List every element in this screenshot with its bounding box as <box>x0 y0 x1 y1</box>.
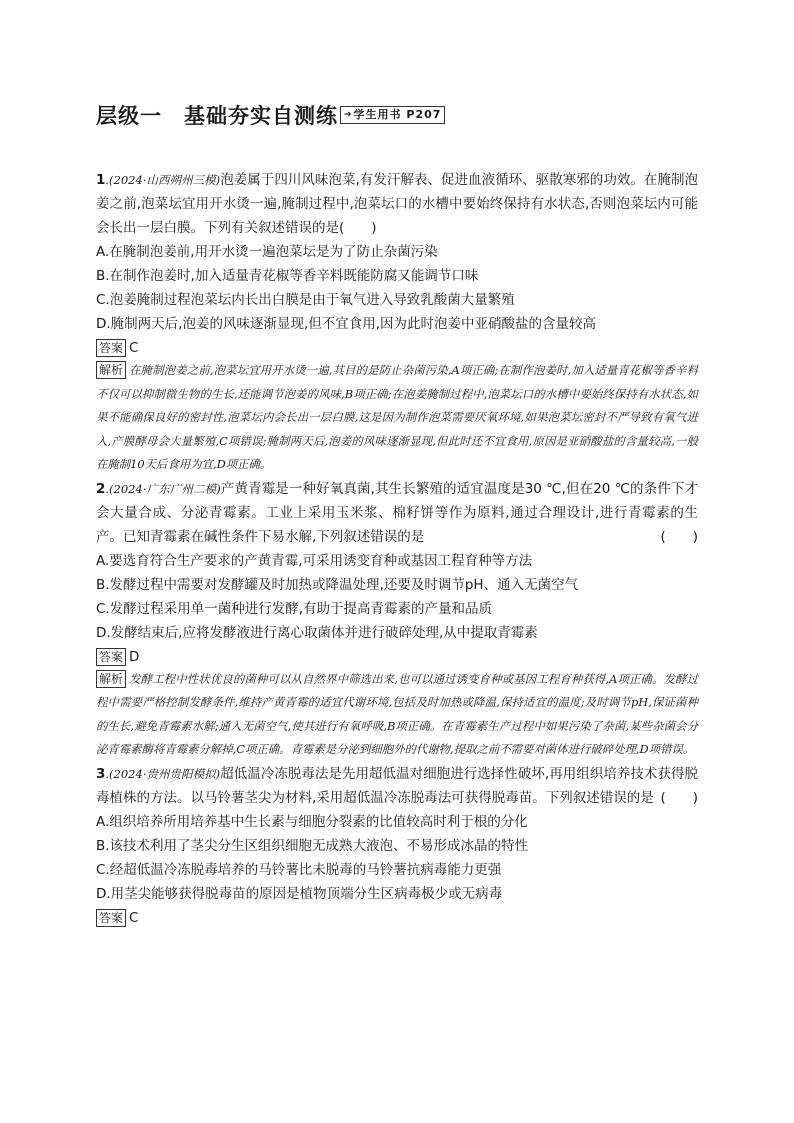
answer-row <box>96 646 698 668</box>
question-number: 3 <box>96 765 106 782</box>
answer-blank: ( ) <box>660 789 698 806</box>
answer-blank: ( ) <box>660 528 698 545</box>
option-c: C.发酵过程采用单一菌种进行发酵,有助于提高青霉素的产量和品质 <box>96 600 493 617</box>
option-b: B.发酵过程中需要对发酵罐及时加热或降温处理,还要及时调节pH、通入无菌空气 <box>96 576 579 593</box>
question-text: 泡姜属于四川风味泡菜,有发汗解表、促进血液循环、驱散寒邪的功效。在腌制泡姜之前,泡菜坛宜用开水烫一遍,腌制过程中,泡菜坛口的水槽中要始终保持有水状态,否则泡菜坛内可能会长出一层白膜。下列有关叙述错误的是( ) <box>96 172 698 236</box>
option-c: C.经超低温冷冻脱毒培养的马铃薯比未脱毒的马铃薯抗病毒能力更强 <box>96 861 502 878</box>
analysis-text: 在腌制泡姜之前,泡菜坛宜用开水烫一遍,其目的是防止杂菌污染,A项正确;在制作泡姜时,加入适量青花椒等香辛料不仅可以抑制微生物的生长,还能调节泡姜的风味,B项正确;在泡姜腌制过程中,泡菜坛口的水槽中要始终保持有水状态,如果不能确保良好的密封性,泡菜坛内会长出一层白膜,这是因为制作泡菜需要厌氧环境,如果泡菜坛密封不严导致有氧气进入,产膜酵母会大量繁殖,C项错误;腌制两天后,泡姜的风味逐渐显现,但此时还不宜食用,原因是亚硝酸盐的含量较高,一般在腌制10天后食用为宜,D项正确。 <box>96 363 698 471</box>
question-list <box>96 168 698 929</box>
question-number: 1 <box>96 172 106 188</box>
option-b: B.在制作泡姜时,加入适量青花椒等香辛料既能防腐又能调节口味 <box>96 268 479 284</box>
question-source: .(2024·广东广州二模) <box>105 481 221 496</box>
option-a: A.在腌制泡姜前,用开水烫一遍泡菜坛是为了防止杂菌污染 <box>96 244 438 260</box>
answer-tag: 答案 <box>96 339 126 357</box>
question-stem <box>96 168 698 240</box>
option-a: A.要选育符合生产要求的产黄青霉,可采用诱变育种或基因工程育种等方法 <box>96 552 533 569</box>
option-d: D.用茎尖能够获得脱毒苗的原因是植物顶端分生区病毒极少或无病毒 <box>96 885 503 902</box>
question-text: 产黄青霉是一种好氧真菌,其生长繁殖的适宜温度是30 ℃,但在20 ℃的条件下才会大量合成、分泌青霉素。工业上采用玉米浆、棉籽饼等作为原料,通过合理设计,进行青霉素的生产。已知青霉素在碱性条件下易水解,下列叙述错误的是 <box>96 480 698 545</box>
answer-tag: 答案 <box>96 909 126 927</box>
question-source: .(2024·山西朔州三模) <box>105 173 221 187</box>
section-heading: 基础夯实自测练 <box>184 104 338 128</box>
option-b: B.该技术利用了茎尖分生区组织细胞无成熟大液泡、不易形成冰晶的特性 <box>96 837 529 854</box>
analysis-tag: 解析 <box>96 361 126 379</box>
analysis-text: 发酵工程中性状优良的菌种可以从自然界中筛选出来,也可以通过诱变育种或基因工程育种获得,A项正确。发酵过程中需要严格控制发酵条件,维持产黄青霉的适宜代谢环境,包括及时加热或降温,保持适宜的温度;及时调节pH,保证菌种的生长,避免青霉素水解;通入无菌空气,使其进行有氧呼吸,B项正确。在青霉素生产过程中如果污染了杂菌,某些杂菌会分泌青霉素酶将青霉素分解掉,C项正确。青霉素是分泌到细胞外的代谢物,提取之前不需要对菌体进行破碎处理,D项错误。 <box>96 671 698 756</box>
question-2 <box>96 477 698 762</box>
option-c: C.泡姜腌制过程泡菜坛内长出白膜是由于氧气进入导致乳酸菌大量繁殖 <box>96 292 515 308</box>
answer-value: C <box>129 340 139 356</box>
section-title <box>96 100 445 130</box>
option-a: A.组织培养所用培养基中生长素与细胞分裂素的比值较高时利于根的分化 <box>96 813 528 830</box>
option-d: D.发酵结束后,应将发酵液进行离心取菌体并进行破碎处理,从中提取青霉素 <box>96 624 538 641</box>
question-1 <box>96 168 698 477</box>
student-book-ref-text: 学生用书 P207 <box>353 108 442 121</box>
answer-value: C <box>129 909 139 926</box>
answer-value: D <box>129 648 140 665</box>
analysis-block <box>96 359 698 477</box>
student-book-ref-badge <box>340 106 445 124</box>
answer-tag: 答案 <box>96 648 126 666</box>
analysis-block <box>96 668 698 762</box>
question-stem <box>96 477 698 549</box>
answer-row <box>96 337 698 359</box>
question-stem <box>96 762 698 810</box>
question-source: .(2024·贵州贵阳模拟) <box>105 766 221 781</box>
answer-row <box>96 907 698 929</box>
option-d: D.腌制两天后,泡姜的风味逐渐显现,但不宜食用,因为此时泡姜中亚硝酸盐的含量较高 <box>96 316 597 332</box>
question-3 <box>96 762 698 929</box>
question-text: 超低温冷冻脱毒法是先用超低温对细胞进行选择性破坏,再用组织培养技术获得脱毒植株的方法。以马铃薯茎尖为材料,采用超低温冷冻脱毒法可获得脱毒苗。下列叙述错误的是 <box>96 765 698 806</box>
question-number: 2 <box>96 480 106 497</box>
level-label: 层级一 <box>96 104 162 128</box>
analysis-tag: 解析 <box>96 670 126 688</box>
arrow-icon: ➔ <box>344 110 353 120</box>
